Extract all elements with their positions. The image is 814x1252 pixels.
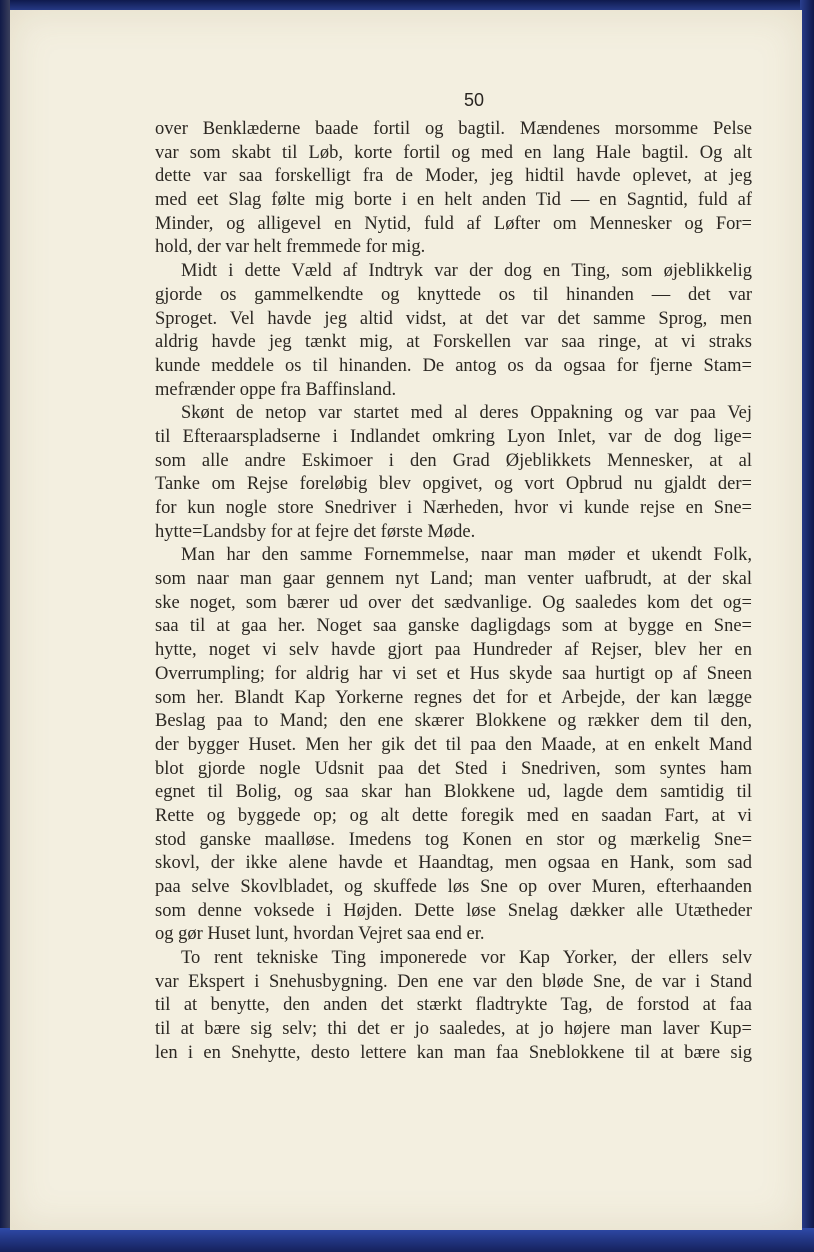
text-line: blot gjorde nogle Udsnit paa det Sted i Snedriven, som syntes ham <box>155 758 752 779</box>
text-line: To rent tekniske Ting imponerede vor Kap Yorker, der ellers selv <box>181 948 752 969</box>
text-line: til at bære sig selv; thi det er jo saaledes, at jo højere man laver Kup= <box>155 1019 752 1040</box>
text-line: som naar man gaar gennem nyt Land; man venter uafbrudt, at der skal <box>155 569 752 590</box>
text-line: skovl, der ikke alene havde et Haandtag, men ogsaa en Hank, som sad <box>155 853 752 874</box>
text-line: dette var saa forskelligt fra de Moder, jeg hidtil havde oplevet, at jeg <box>155 166 752 187</box>
text-line: Beslag paa to Mand; den ene skærer Blokkene og rækker dem til den, <box>155 711 752 732</box>
text-line: til at benytte, den anden det stærkt fladtrykte Tag, de forstod at faa <box>155 995 752 1016</box>
text-line: Man har den samme Fornemmelse, naar man møder et ukendt Folk, <box>181 545 752 566</box>
text-line: len i en Snehytte, desto lettere kan man faa Sneblokkene til at bære sig <box>155 1042 752 1063</box>
text-line: ske noget, som bærer ud over det sædvanlige. Og saaledes kom det og= <box>155 592 752 613</box>
text-line: hytte, noget vi selv havde gjort paa Hundreder af Rejser, blev her en <box>155 640 752 661</box>
text-line: var Ekspert i Snehusbygning. Den ene var den bløde Sne, de var i Stand <box>155 971 752 992</box>
page-body-text <box>155 118 752 1066</box>
text-line: som her. Blandt Kap Yorkerne regnes det for et Arbejde, der kan lægge <box>155 687 752 708</box>
text-line: der bygger Huset. Men her gik det til paa den Maade, at en enkelt Mand <box>155 734 752 755</box>
text-line: gjorde os gammelkendte og knyttede os til hinanden — det var <box>155 284 752 305</box>
text-line: Midt i dette Væld af Indtryk var der dog en Ting, som øjeblikkelig <box>181 261 752 282</box>
text-line: som denne voksede i Højden. Dette løse Snelag dækker alle Utætheder <box>155 900 752 921</box>
text-line: stod ganske maalløse. Imedens tog Konen en stor og mærkelig Sne= <box>155 829 752 850</box>
text-line: Sproget. Vel havde jeg altid vidst, at det var det samme Sprog, men <box>155 308 752 329</box>
text-line: kunde meddele os til hinanden. De antog os da ogsaa for fjerne Stam= <box>155 355 752 376</box>
text-line: Rette og byggede op; og alt dette foregik med en saadan Fart, at vi <box>155 805 752 826</box>
text-line: Overrumpling; for aldrig har vi set et Hus skyde saa hurtigt op af Sneen <box>155 663 752 684</box>
text-line: Tanke om Rejse foreløbig blev opgivet, og vort Opbrud nu gjaldt der= <box>155 474 752 495</box>
text-line: var som skabt til Løb, korte fortil og med en lang Hale bagtil. Og alt <box>155 142 752 163</box>
text-line: over Benklæderne baade fortil og bagtil. Mændenes morsomme Pelse <box>155 119 752 139</box>
book-cover-right-edge <box>800 0 814 1252</box>
text-line: til Efteraarspladserne i Indlandet omkring Lyon Inlet, var de dog lige= <box>155 426 752 447</box>
page-number: 50 <box>463 90 485 110</box>
text-line: hold, der var helt fremmede for mig. <box>155 237 426 258</box>
text-line: paa selve Skovlbladet, og skuffede løs Sne op over Muren, efterhaanden <box>155 877 752 897</box>
text-line: med eet Slag følte mig borte i en helt anden Tid — en Sagntid, fuld af <box>155 190 752 211</box>
text-line: for kun nogle store Snedriver i Nærheden, hvor vi kunde rejse en Sne= <box>155 498 752 518</box>
book-cover-bottom-edge <box>0 1228 814 1252</box>
text-line: aldrig havde jeg tænkt mig, at Forskellen var saa ringe, at vi straks <box>155 332 752 353</box>
text-line: Minder, og alligevel en Nytid, fuld af Løfter om Mennesker og For= <box>155 213 752 234</box>
text-line: mefrænder oppe fra Baffinsland. <box>155 379 397 400</box>
text-line: saa til at gaa her. Noget saa ganske dagligdags som at bygge en Sne= <box>155 616 752 637</box>
text-line: som alle andre Eskimoer i den Grad Øjeblikkets Mennesker, at al <box>155 450 752 471</box>
text-line: og gør Huset lunt, hvordan Vejret saa end er. <box>155 924 485 945</box>
text-line: egnet til Bolig, og saa skar han Blokkene ud, lagde dem samtidig til <box>155 782 752 803</box>
text-line: Skønt de netop var startet med al deres Oppakning og var paa Vej <box>181 403 752 424</box>
text-line: hytte=Landsby for at fejre det første Møde. <box>155 521 476 542</box>
book-cover-left-edge <box>0 0 10 1252</box>
